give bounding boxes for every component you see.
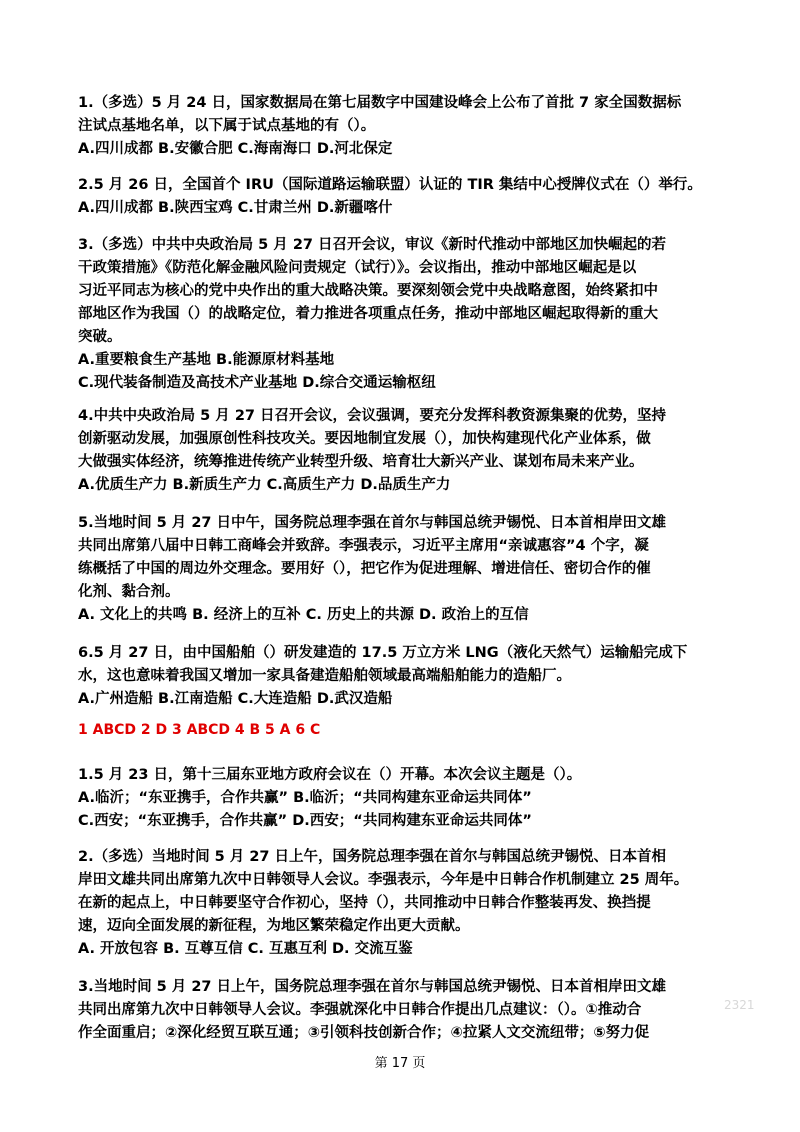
question-line: 1.5 月 23 日，第十三届东亚地方政府会议在（）开幕。本次会议主题是（）。 <box>78 767 582 783</box>
options-line: C.现代装备制造及高技术产业基地 D.综合交通运输枢纽 <box>78 375 436 391</box>
question-2 <box>78 174 728 220</box>
question-line: 2.5 月 26 日，全国首个 IRU（国际道路运输联盟）认证的 TIR 集结中心授牌仪式在（）举行。 <box>78 177 702 193</box>
question-line: 岸田文雄共同出席第九次中日韩领导人会议。李强表示，今年是中日韩合作机制建立 25 周年。 <box>78 872 689 888</box>
options-line: A.临沂；“东亚携手，合作共赢” B.临沂；“共同构建东亚命运共同体” <box>78 790 532 806</box>
options-line: A. 文化上的共鸣 B. 经济上的互补 C. 历史上的共源 D. 政治上的互信 <box>78 607 529 623</box>
question-line: 注试点基地名单，以下属于试点基地的有（）。 <box>78 118 376 134</box>
options-line: A. 开放包容 B. 互尊互信 C. 互惠互利 D. 交流互鉴 <box>78 941 413 957</box>
question-line: 化剂、黏合剂。 <box>78 584 180 600</box>
question-line: 1.（多选）5 月 24 日，国家数据局在第七届数字中国建设峰会上公布了首批 7 家全国数据标 <box>78 95 682 111</box>
question-line: 突破。 <box>78 329 122 345</box>
page-number: 第 17 页 <box>374 1056 426 1071</box>
question-6 <box>78 642 728 711</box>
question-line: 3.（多选）中共中央政治局 5 月 27 日召开会议，审议《新时代推动中部地区加快崛起的若 <box>78 237 667 253</box>
question-5 <box>78 512 728 627</box>
question-4 <box>78 405 728 497</box>
options-line: A.优质生产力 B.新质生产力 C.高质生产力 D.品质生产力 <box>78 477 451 493</box>
question-line: 干政策措施》《防范化解金融风险问责规定（试行）》。会议指出，推动中部地区崛起是以 <box>78 260 637 276</box>
question-part2-3 <box>78 976 728 1045</box>
question-line: 3.当地时间 5 月 27 日上午，国务院总理李强在首尔与韩国总统尹锡悦、日本首相岸田文雄 <box>78 979 667 995</box>
options-line: A.四川成都 B.安徽合肥 C.海南海口 D.河北保定 <box>78 141 393 157</box>
options-line: C.西安；“东亚携手，合作共赢” D.西安；“共同构建东亚命运共同体” <box>78 813 532 829</box>
question-3 <box>78 234 728 395</box>
question-part2-1 <box>78 764 728 833</box>
question-line: 部地区作为我国（）的战略定位，着力推进各项重点任务，推动中部地区崛起取得新的重大 <box>78 306 658 322</box>
question-line: 练概括了中国的周边外交理念。要用好（），把它作为促进理解、增进信任、密切合作的催 <box>78 561 651 577</box>
question-line: 2.（多选）当地时间 5 月 27 日上午，国务院总理李强在首尔与韩国总统尹锡悦、日本首相 <box>78 849 667 865</box>
options-line: A.重要粮食生产基地 B.能源原材料基地 <box>78 352 335 368</box>
options-line: A.四川成都 B.陕西宝鸡 C.甘肃兰州 D.新疆喀什 <box>78 200 393 216</box>
options-line: A.广州造船 B.江南造船 C.大连造船 D.武汉造船 <box>78 691 393 707</box>
watermark-text: 2321 <box>724 998 755 1012</box>
answer-key: 1 ABCD 2 D 3 ABCD 4 B 5 A 6 C <box>78 722 321 738</box>
question-line: 5.当地时间 5 月 27 日中午，国务院总理李强在首尔与韩国总统尹锡悦、日本首相岸田文雄 <box>78 515 667 531</box>
question-line: 大做强实体经济，统筹推进传统产业转型升级、培育壮大新兴产业、谋划布局未来产业。 <box>78 454 644 470</box>
question-line: 在新的起点上，中日韩要坚守合作初心，坚持（），共同推动中日韩合作整装再发、换挡提 <box>78 895 651 911</box>
question-1 <box>78 92 728 161</box>
question-line: 共同出席第八届中日韩工商峰会并致辞。李强表示，习近平主席用“亲诚惠容”4 个字，凝 <box>78 538 649 554</box>
question-line: 水，这也意味着我国又增加一家具备建造船舶领域最高端船舶能力的造船厂。 <box>78 668 571 684</box>
question-line: 作全面重启；②深化经贸互联互通；③引领科技创新合作；④拉紧人文交流纽带；⑤努力促 <box>78 1025 650 1041</box>
question-line: 创新驱动发展，加强原创性科技攻关。要因地制宜发展（），加快构建现代化产业体系，做 <box>78 431 651 447</box>
question-line: 共同出席第九次中日韩领导人会议。李强就深化中日韩合作提出几点建议：（）。①推动合 <box>78 1002 642 1018</box>
question-line: 4.中共中央政治局 5 月 27 日召开会议，会议强调，要充分发挥科教资源集聚的优势，坚持 <box>78 408 667 424</box>
question-part2-2 <box>78 846 728 961</box>
question-line: 速，迈向全面发展的新征程，为地区繁荣稳定作出更大贡献。 <box>78 918 470 934</box>
question-line: 习近平同志为核心的党中央作出的重大战略决策。要深刻领会党中央战略意图，始终紧扣中 <box>78 283 658 299</box>
question-line: 6.5 月 27 日，由中国船舶（）研发建造的 17.5 万立方米 LNG（液化天然气）运输船完成下 <box>78 645 688 661</box>
